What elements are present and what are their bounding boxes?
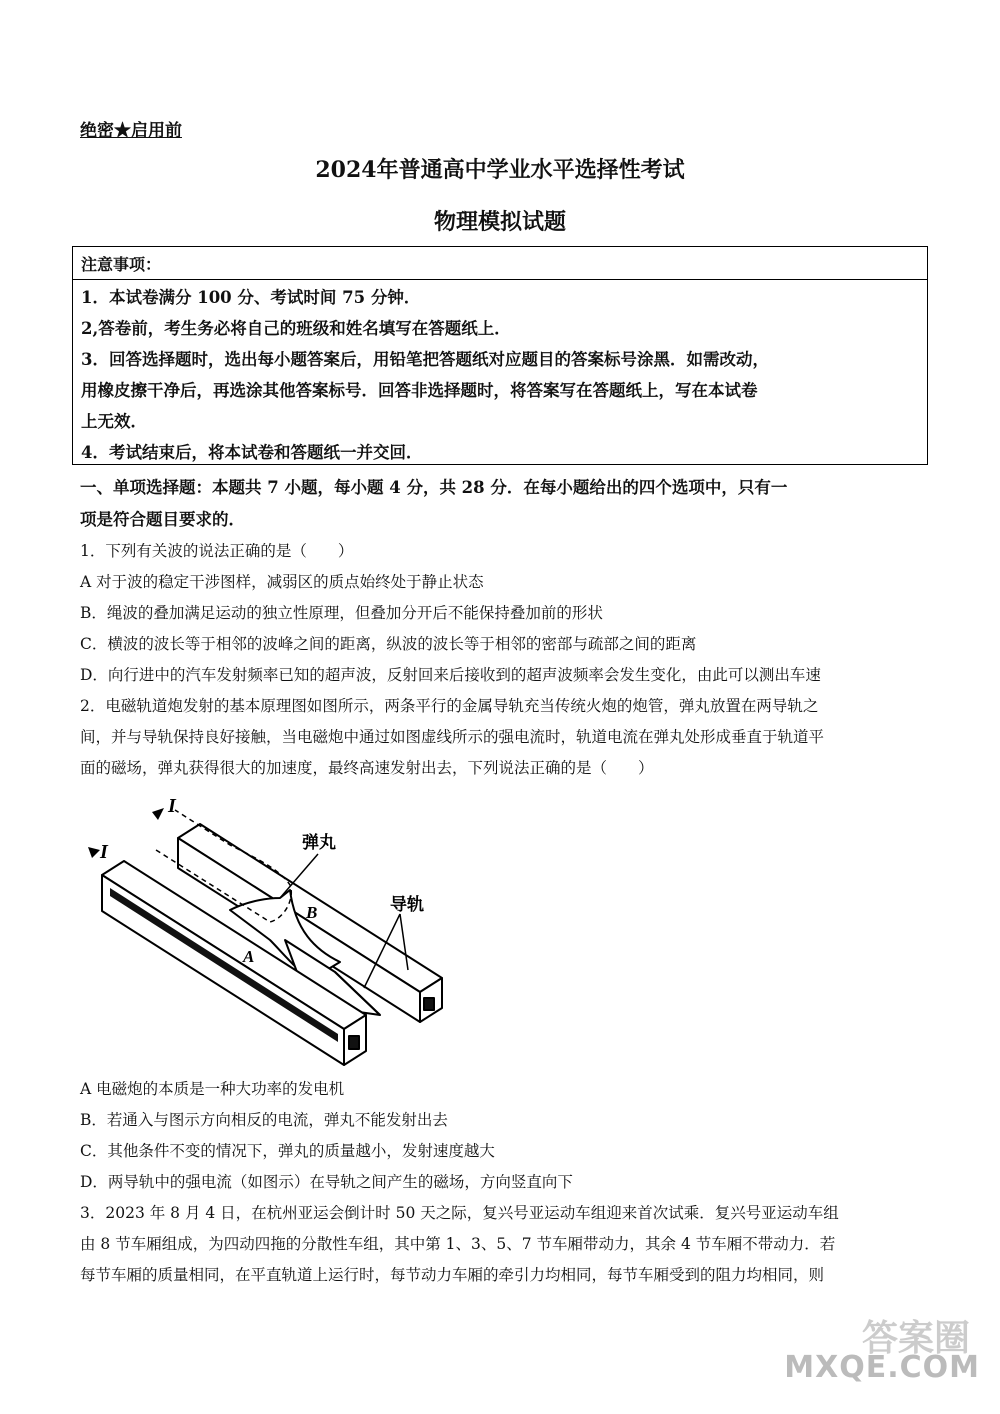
- point-b-label: B: [306, 903, 318, 922]
- q2-option-d: D．两导轨中的强电流（如图示）在导轨之间产生的磁场，方向竖直向下: [80, 1173, 573, 1191]
- watermark-logo: 答案圈: [861, 1318, 970, 1359]
- q1-option-c: C．横波的波长等于相邻的波峰之间的距离，纵波的波长等于相邻的密部与疏部之间的距离: [80, 635, 697, 653]
- q1-stem: 1．下列有关波的说法正确的是（ ）: [80, 542, 354, 560]
- current-label-front: I: [100, 841, 108, 863]
- section-heading-line: 一、单项选择题：本题共 7 小题，每小题 4 分，共 28 分．在每小题给出的四个选项中，只有一: [80, 478, 788, 497]
- notice-item: 用橡皮擦干净后，再选涂其他答案标号．回答非选择题时，将答案写在答题纸上，写在本试卷: [81, 381, 758, 400]
- projectile-label: 弹丸: [302, 833, 336, 853]
- notice-item: 3．回答选择题时，选出每小题答案后，用铅笔把答题纸对应题目的答案标号涂黑．如需改动，: [81, 350, 769, 369]
- notice-heading: 注意事项：: [73, 247, 927, 280]
- q2-stem-line: 间，并与导轨保持良好接触，当电磁炮中通过如图虚线所示的强电流时，轨道电流在弹丸处形成垂直于轨道平: [80, 728, 825, 746]
- q1-option-d: D．向行进中的汽车发射频率已知的超声波，反射回来后接收到的超声波频率会发生变化，由此可以测出车速: [80, 666, 821, 684]
- notice-item: 上无效．: [81, 412, 147, 431]
- q2-stem-line: 2．电磁轨道炮发射的基本原理图如图所示，两条平行的金属导轨充当传统火炮的炮管，弹丸放置在两导轨之: [80, 697, 819, 715]
- point-a-label: A: [243, 947, 255, 966]
- q2-option-a: A 电磁炮的本质是一种大功率的发电机: [80, 1080, 345, 1098]
- confidential-label: 绝密★启用前: [80, 121, 182, 141]
- railgun-figure: [80, 790, 460, 1080]
- rail-label: 导轨: [390, 895, 424, 915]
- notice-box: [72, 246, 928, 465]
- current-label-back: I: [168, 795, 176, 817]
- notice-body: [73, 280, 927, 468]
- notice-item: 2,答卷前，考生务必将自己的班级和姓名填写在答题纸上．: [81, 319, 511, 338]
- q1-option-a: A 对于波的稳定干涉图样，减弱区的质点始终处于静止状态: [80, 573, 484, 591]
- exam-title: 2024年普通高中学业水平选择性考试: [315, 157, 685, 183]
- q3-stem-line: 3．2023 年 8 月 4 日，在杭州亚运会倒计时 50 天之际，复兴号亚运动车组迎来首次试乘．复兴号亚运动车组: [80, 1204, 839, 1222]
- q2-option-b: B．若通入与图示方向相反的电流，弹丸不能发射出去: [80, 1111, 448, 1129]
- notice-item: 1．本试卷满分 100 分、考试时间 75 分钟．: [81, 288, 421, 307]
- q2-stem-line: 面的磁场，弹丸获得很大的加速度，最终高速发射出去，下列说法正确的是（ ）: [80, 759, 654, 777]
- section-heading-line: 项是符合题目要求的．: [80, 510, 245, 529]
- q3-stem-line: 每节车厢的质量相同，在平直轨道上运行时，每节动力车厢的牵引力均相同，每节车厢受到的阻力均相同，则: [80, 1266, 825, 1284]
- notice-item: 4．考试结束后，将本试卷和答题纸一并交回．: [81, 443, 423, 462]
- q1-option-b: B．绳波的叠加满足运动的独立性原理，但叠加分开后不能保持叠加前的形状: [80, 604, 603, 622]
- exam-subtitle: 物理模拟试题: [433, 209, 566, 235]
- q2-option-c: C．其他条件不变的情况下，弹丸的质量越小，发射速度越大: [80, 1142, 495, 1160]
- watermark-url: MXQE.COM: [784, 1350, 980, 1385]
- q3-stem-line: 由 8 节车厢组成，为四动四拖的分散性车组，其中第 1、3、5、7 节车厢带动力，其余 4 节车厢不带动力．若: [80, 1235, 836, 1253]
